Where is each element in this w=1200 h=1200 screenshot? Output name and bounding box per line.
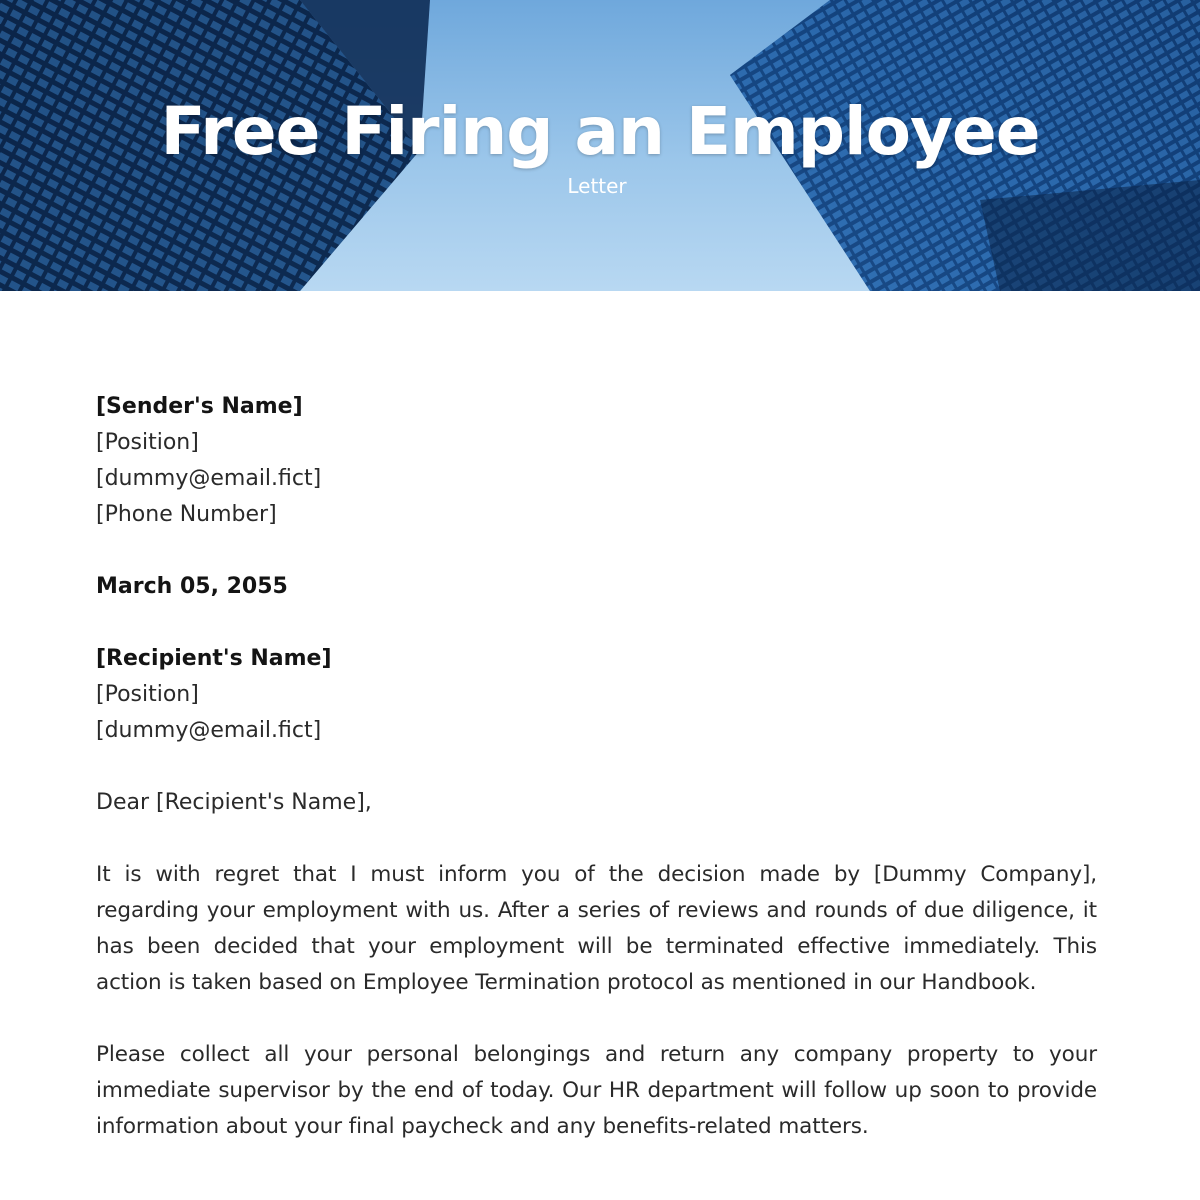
letter-date: March 05, 2055 — [96, 574, 288, 599]
page-subtitle: Letter — [567, 174, 627, 198]
sender-block — [96, 389, 1097, 533]
sender-phone: [Phone Number] — [96, 502, 277, 527]
header-banner — [0, 0, 1200, 291]
letter-body — [96, 389, 1097, 1181]
salutation-block — [96, 785, 1097, 821]
body-paragraph-2: Please collect all your personal belongings and return any company property to your immediate supervisor by the end of today. Our HR department will follow up soon to provide information about your final paycheck and any benefits-related matters. — [96, 1042, 1097, 1139]
recipient-position: [Position] — [96, 682, 199, 707]
body-paragraph-1: It is with regret that I must inform you of the decision made by [Dummy Company], regarding your employment with us. After a series of reviews and rounds of due diligence, it has been decided that your employment will be terminated effective immediately. This action is taken based on Employee Termination protocol as mentioned in our Handbook. — [96, 862, 1097, 995]
page-title: Free Firing an Employee — [160, 93, 1040, 170]
recipient-email: [dummy@email.fict] — [96, 718, 322, 743]
date-block — [96, 569, 1097, 605]
sender-email: [dummy@email.fict] — [96, 466, 322, 491]
recipient-block — [96, 641, 1097, 749]
sender-name: [Sender's Name] — [96, 394, 303, 419]
salutation: Dear [Recipient's Name], — [96, 790, 372, 815]
sender-position: [Position] — [96, 430, 199, 455]
recipient-name: [Recipient's Name] — [96, 646, 332, 671]
